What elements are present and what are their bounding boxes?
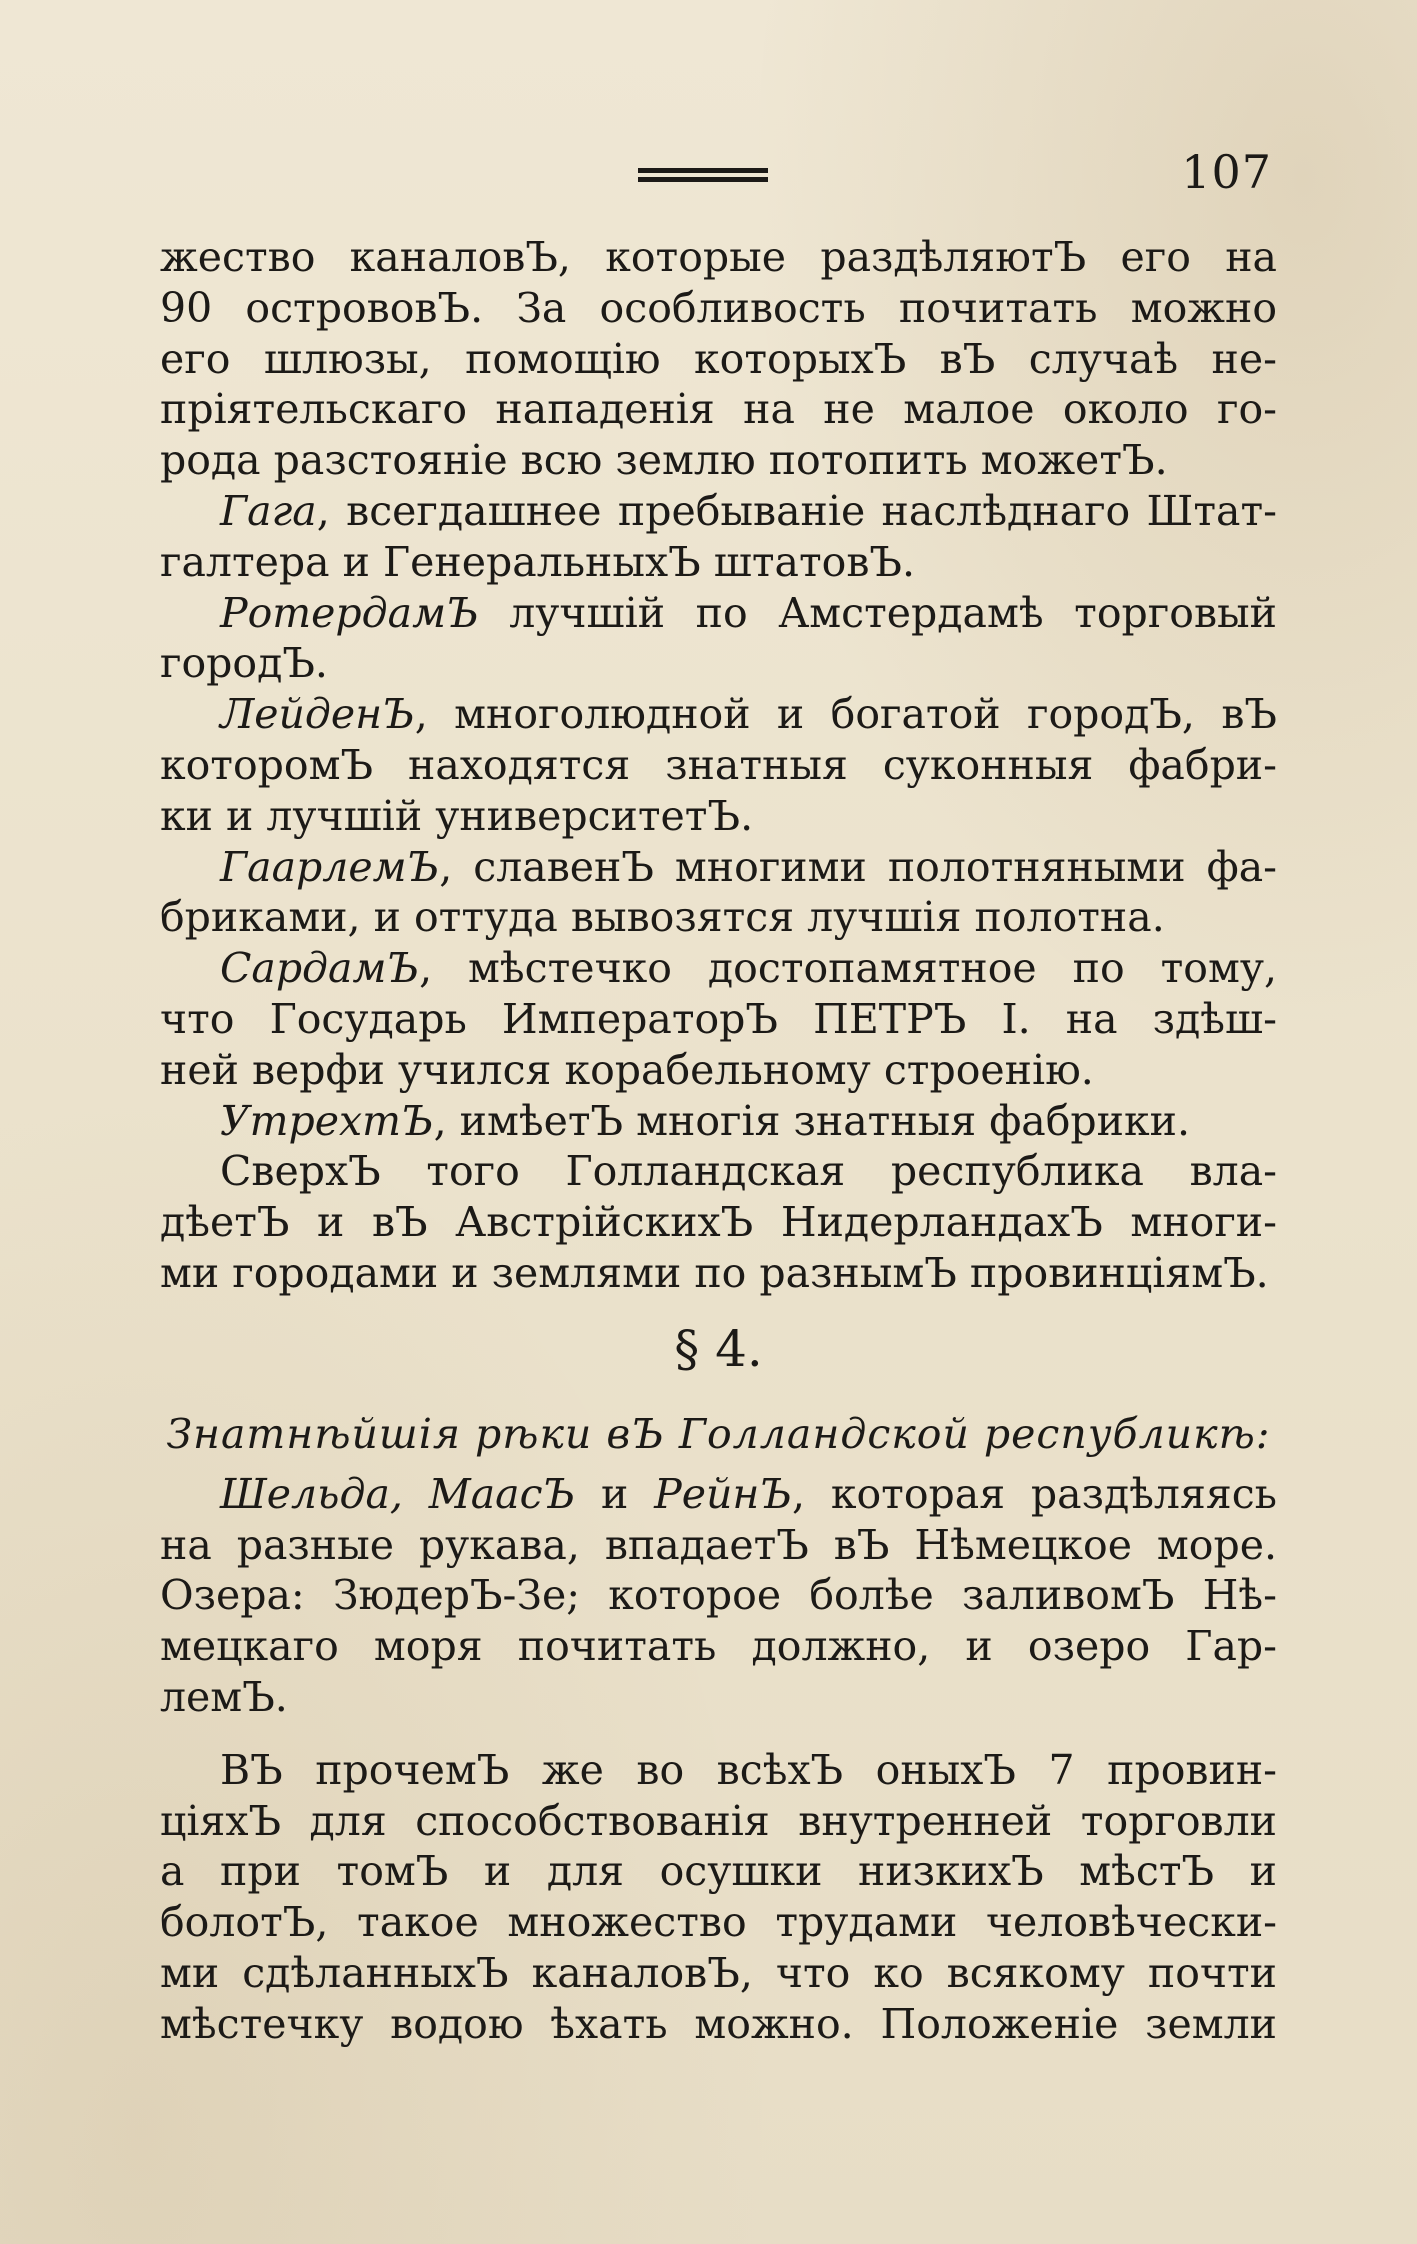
text-line: СверхЪ того Голландская республика вла-: [220, 1147, 1277, 1196]
text-line: Озера: ЗюдерЪ-Зе; которое болѣе заливомЪ Нѣ-: [160, 1571, 1277, 1620]
text-line: 90 острововЪ. За особливость почитать можно: [160, 283, 1277, 332]
place-name: ЛейденЪ: [220, 690, 415, 739]
section-heading: Знатнѣйшія рѣки вЪ Голландской республикѣ:: [166, 1409, 1271, 1458]
text-line: ми сдѣланныхЪ каналовЪ, что ко всякому почти: [160, 1948, 1277, 1997]
text-line: рода разстояніе всю землю потопить можетЪ.: [160, 436, 1168, 485]
body-text: [160, 232, 1277, 2050]
text-line: ней верфи учился корабельному строенію.: [160, 1045, 1094, 1094]
place-name: Гага: [220, 486, 317, 535]
text-line: ми городами и землями по разнымЪ провинціямЪ.: [160, 1248, 1269, 1297]
text-line: городЪ.: [160, 639, 328, 688]
paragraph-haarlem: ГаарлемЪ, славенЪ многими полотняными фа-: [220, 842, 1277, 891]
paragraph-rivers: Шельда, МаасЪ и РейнЪ, которая раздѣляясь: [220, 1469, 1277, 1518]
paragraph-leiden: ЛейденЪ, многолюдной и богатой городЪ, вЪ: [220, 690, 1277, 739]
text-line: а при томЪ и для осушки низкихЪ мѣстЪ и: [160, 1847, 1277, 1896]
text-line: что Государь ИмператорЪ ПЕТРЪ I. на здѣш-: [160, 994, 1277, 1043]
text-line: мецкаго моря почитать должно, и озеро Гар-: [160, 1622, 1277, 1671]
header-rule: [638, 168, 768, 182]
text-line: его шлюзы, помощію которыхЪ вЪ случаѣ не-: [160, 334, 1277, 383]
text-line: лемЪ.: [160, 1672, 288, 1721]
text-line: ціяхЪ для способствованія внутренней торговли: [160, 1796, 1277, 1845]
text-line: ВЪ прочемЪ же во всѣхЪ оныхЪ 7 провин-: [220, 1745, 1277, 1794]
paragraph-haag: Гага, всегдашнее пребываніе наслѣднаго Штат-: [220, 486, 1277, 535]
text-line: пріятельскаго нападенія на не малое около го-: [160, 385, 1277, 434]
river-name: Шельда, МаасЪ: [220, 1469, 576, 1518]
place-name: ГаарлемЪ: [220, 842, 440, 891]
place-name: РотердамЪ: [220, 588, 479, 637]
text-line: ки и лучшій университетЪ.: [160, 791, 754, 840]
paragraph-utrecht: УтрехтЪ, имѣетЪ многія знатныя фабрики.: [220, 1096, 1190, 1145]
text-line: мѣстечку водою ѣхать можно. Положеніе земли: [160, 1999, 1277, 2048]
text-line: жество каналовЪ, которые раздѣляютЪ его на: [160, 233, 1277, 281]
text-line: дѣетЪ и вЪ АвстрійскихЪ НидерландахЪ многи-: [160, 1198, 1277, 1247]
section-sign: § 4.: [674, 1319, 763, 1378]
text-line: болотЪ, такое множество трудами человѣчески-: [160, 1898, 1277, 1947]
place-name: СардамЪ: [220, 944, 420, 993]
paragraph-rotterdam: РотердамЪ лучшій по Амстердамѣ торговый: [220, 588, 1277, 637]
paragraph-zaandam: СардамЪ, мѣстечко достопамятное по тому,: [220, 944, 1277, 993]
text-line: галтера и ГенеральныхЪ штатовЪ.: [160, 537, 916, 586]
text-line: бриками, и оттуда вывозятся лучшія полотна.: [160, 893, 1165, 942]
place-name: УтрехтЪ: [220, 1096, 434, 1145]
river-name: РейнЪ: [654, 1469, 792, 1518]
text-line: на разные рукава, впадаетЪ вЪ Нѣмецкое море.: [160, 1520, 1277, 1569]
page-number: 107: [1181, 145, 1272, 199]
text-line: которомЪ находятся знатныя суконныя фабри-: [160, 740, 1277, 789]
